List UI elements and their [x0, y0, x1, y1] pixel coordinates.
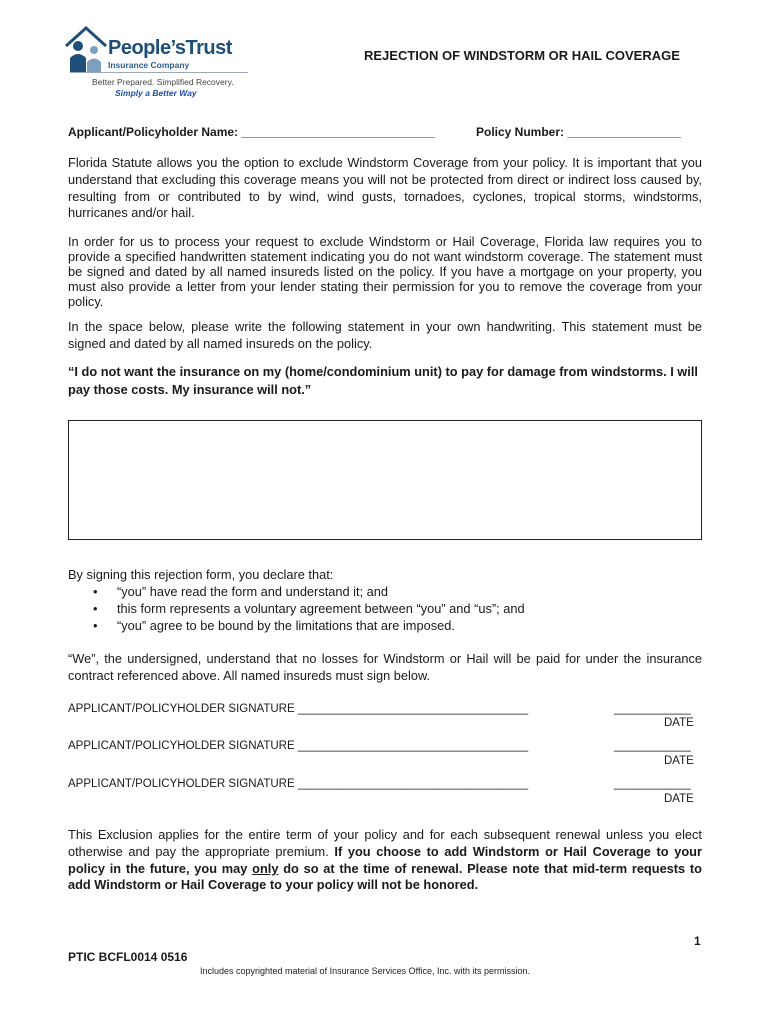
date-line-1[interactable]: ____________	[614, 703, 691, 715]
exclusion-paragraph	[68, 827, 702, 894]
form-title: REJECTION OF WINDSTORM OR HAIL COVERAGE	[364, 48, 680, 63]
signature-line-2[interactable]: APPLICANT/POLICYHOLDER SIGNATURE ____________________________________	[68, 740, 529, 752]
logo-slogan: Simply a Better Way	[115, 88, 197, 98]
declaration-item: • this form represents a voluntary agreement between “you” and “us”; and	[117, 600, 702, 617]
process-paragraph: In order for us to process your request to exclude Windstorm or Hail Coverage, Florida law requires you to provide a specified handwritten statement indicating you do not want windstorm coverage. The statement must be signed and dated by all named insureds listed on the policy. If you have a mortgage on your property, you must also provide a letter from your lender stating their permission for you to remove the coverage from your policy.	[68, 234, 702, 309]
logo-company-subtitle: Insurance Company	[108, 60, 190, 70]
signature-line-1[interactable]: APPLICANT/POLICYHOLDER SIGNATURE ____________________________________	[68, 703, 529, 715]
statute-paragraph: Florida Statute allows you the option to exclude Windstorm Coverage from your policy. It is important that you understand that excluding this coverage means you will not be protected from direct or indirect loss caused by, resulting from or contributed to by wind, wind gusts, tornadoes, cyclones, tropical storms, windstorms, hurricanes and/or hail.	[68, 155, 702, 221]
page-number: 1	[694, 934, 701, 948]
date-line-2[interactable]: ____________	[614, 740, 691, 752]
date-line-3[interactable]: ____________	[614, 778, 691, 790]
declaration-intro: By signing this rejection form, you declare that:	[68, 567, 334, 582]
form-code: PTIC BCFL0014 0516	[68, 950, 188, 964]
declaration-item: • “you” agree to be bound by the limitations that are imposed.	[117, 617, 702, 634]
logo-tagline: Better Prepared. Simplified Recovery.	[92, 77, 234, 87]
exclusion-underline-text: only	[252, 860, 279, 876]
logo-company-name: People’sTrust	[108, 37, 232, 59]
declaration-item: • “you” have read the form and understand it; and	[117, 583, 702, 600]
signature-line-3[interactable]: APPLICANT/POLICYHOLDER SIGNATURE ____________________________________	[68, 778, 529, 790]
logo-divider	[70, 72, 248, 73]
handwritten-statement-box[interactable]	[68, 420, 702, 540]
policy-number-field[interactable]: Policy Number: _________________	[476, 125, 681, 139]
required-statement: “I do not want the insurance on my (home/condominium unit) to pay for damage from windstorms. I will pay those costs. My insurance will not.”	[68, 364, 698, 397]
applicant-name-field[interactable]: Applicant/Policyholder Name: _____________________________	[68, 125, 435, 139]
date-label-1: DATE	[664, 717, 694, 729]
date-label-2: DATE	[664, 755, 694, 767]
exclusion-text: This Exclusion applies for the entire term of your policy and for each subsequent renewal unless you elect otherwise and pay the appropriate premium.	[68, 827, 702, 859]
declaration-list	[68, 583, 702, 634]
exclusion-bold-text-2: do so at the time of renewal. Please note that mid-term requests to add Windstorm or Hail Coverage to your policy will not be honored.	[68, 860, 702, 893]
we-statement-paragraph: “We”, the undersigned, understand that no losses for Windstorm or Hail will be paid for under the insurance contract referenced above. All named insureds must sign below.	[68, 651, 702, 683]
exclusion-bold-text: If you choose to add Windstorm or Hail Coverage to your policy in the future, you may	[68, 843, 702, 876]
house-family-icon	[64, 22, 112, 74]
declaration-section	[68, 566, 702, 634]
copyright-notice: Includes copyrighted material of Insurance Services Office, Inc. with its permission.	[200, 966, 530, 976]
instruction-paragraph: In the space below, please write the following statement in your own handwriting. This statement must be signed and dated by all named insureds on the policy.	[68, 319, 702, 351]
date-label-3: DATE	[664, 793, 694, 805]
